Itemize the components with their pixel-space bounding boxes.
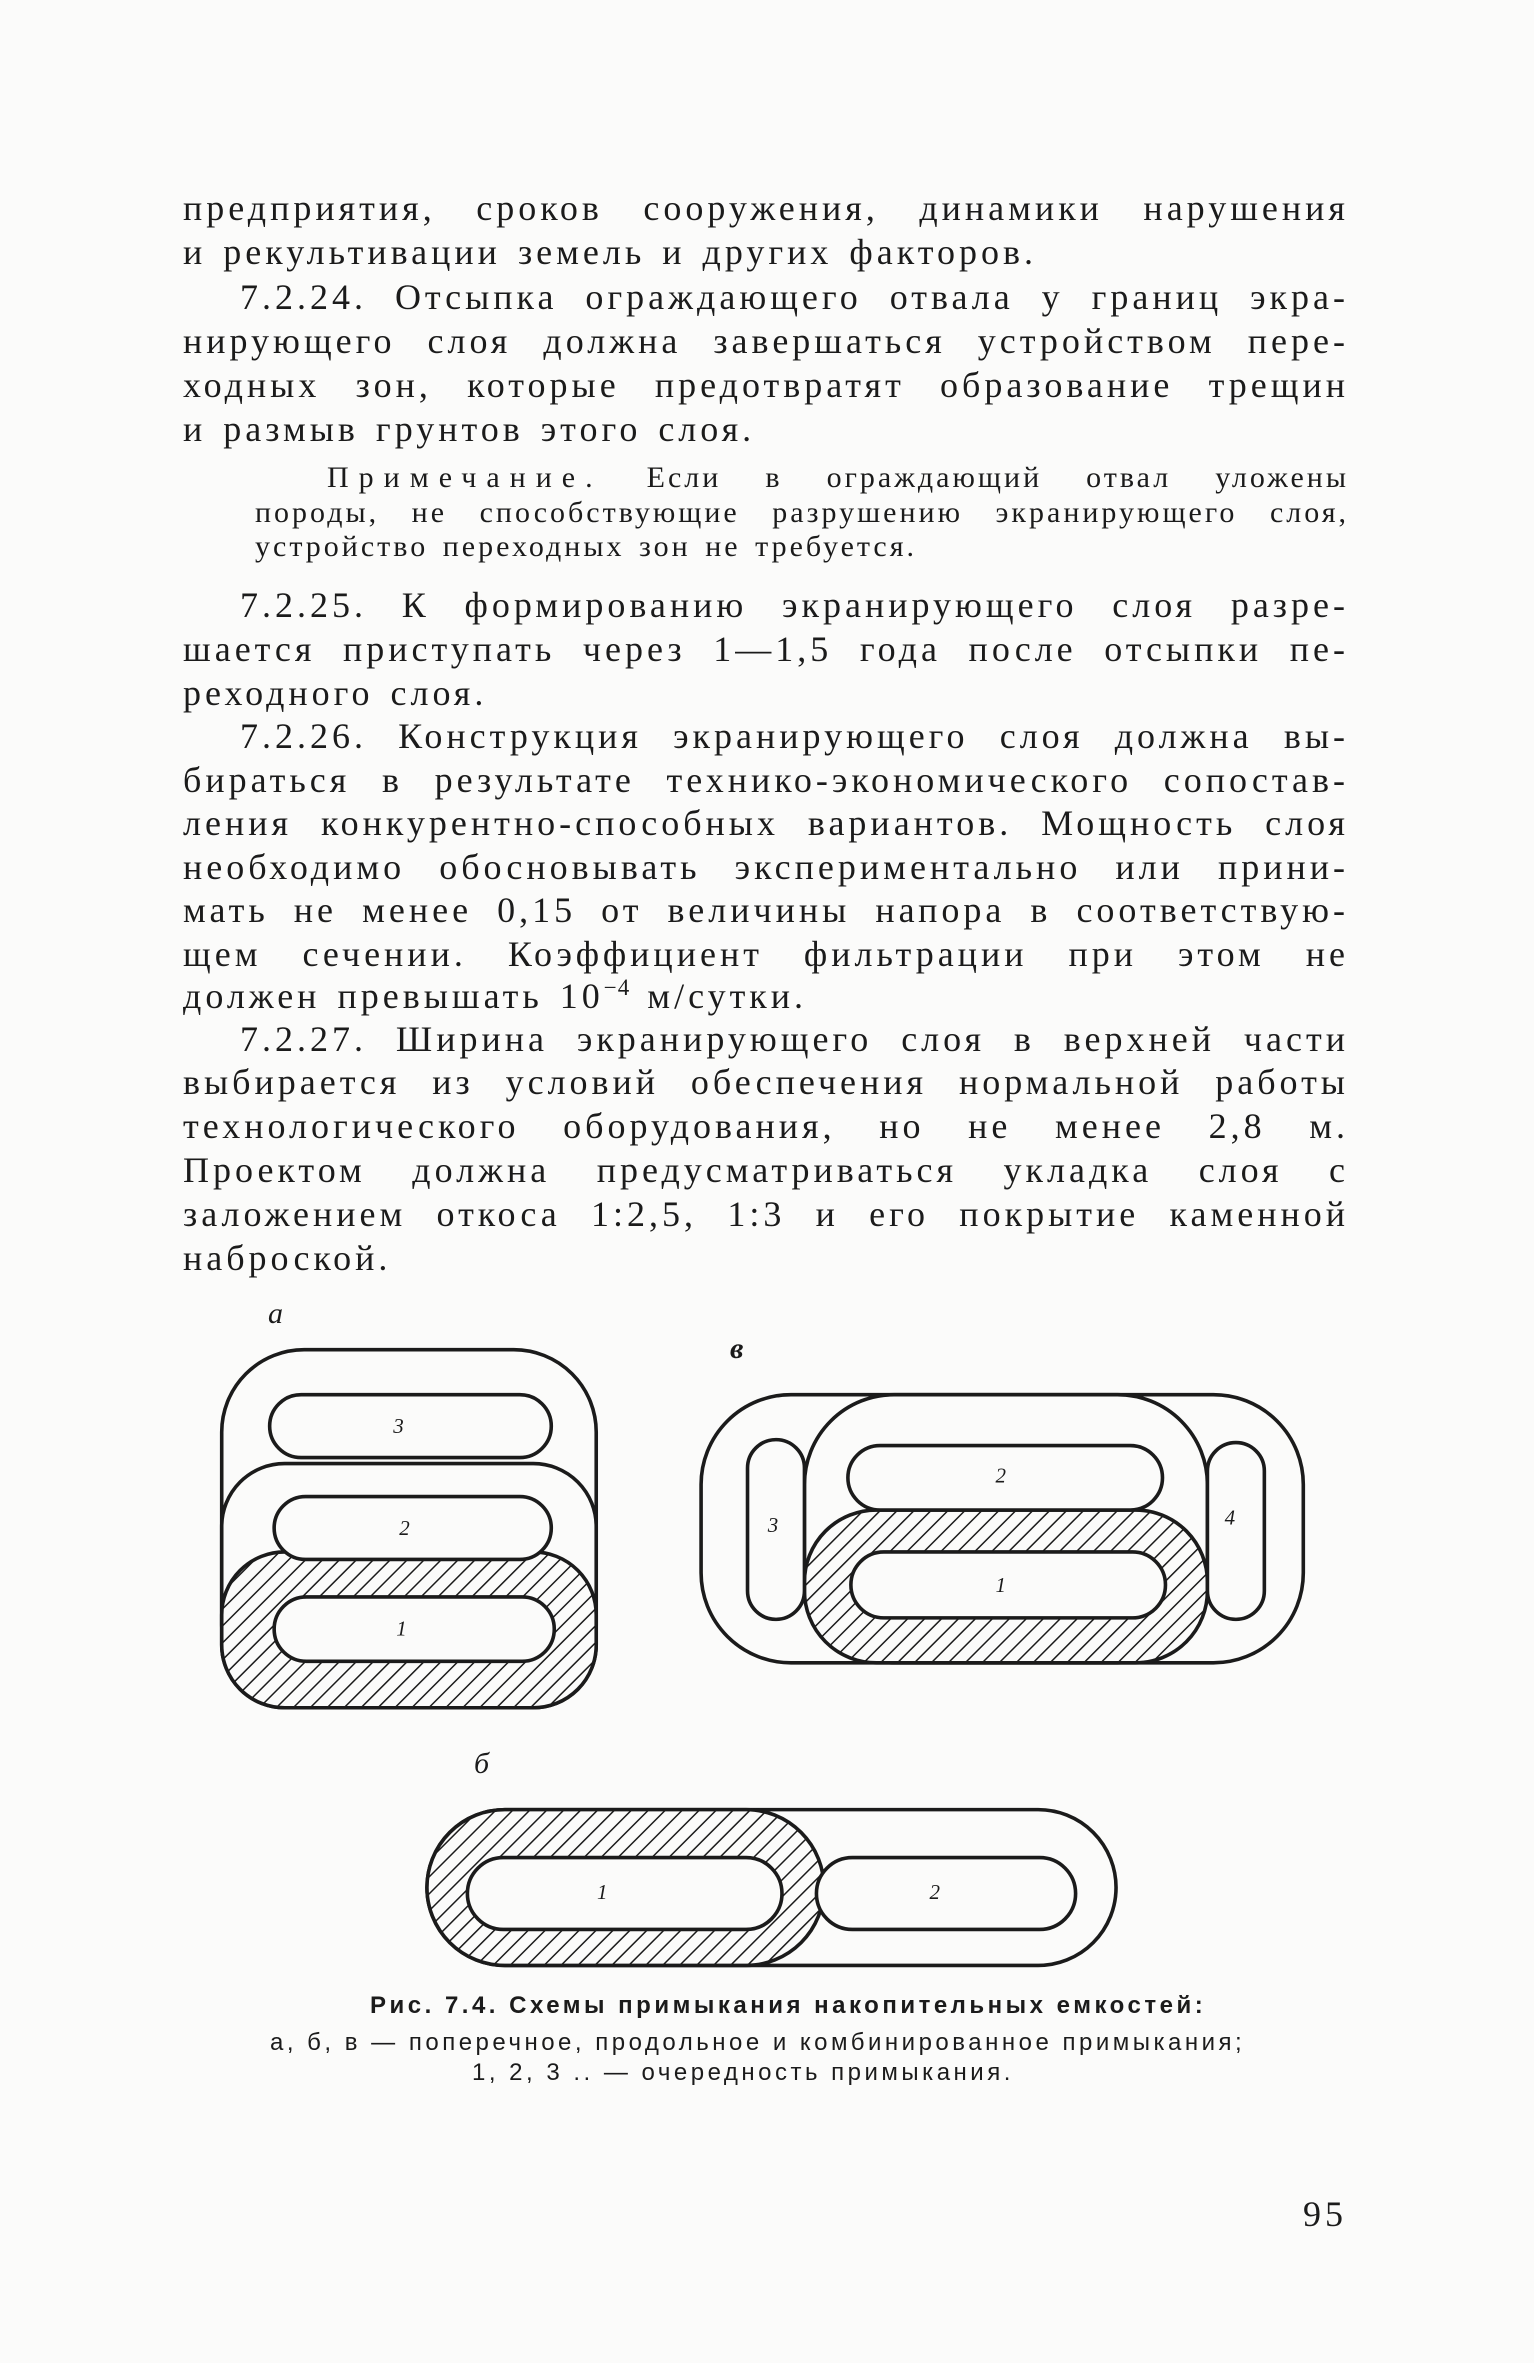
page-number: 95: [1303, 2194, 1347, 2234]
text-line: щем сечении. Коэффициент фильтрации при этом не: [183, 934, 1349, 974]
slot-number: 1: [596, 1880, 608, 1905]
text-line: ления конкурентно-способных вариантов. Мощность слоя: [183, 803, 1349, 843]
text-line: предприятия, сроков сооружения, динамики нарушения: [183, 188, 1349, 228]
note-text: Если в ограждающий отвал уложены: [646, 461, 1349, 494]
text-fragment: должен превышать 10: [183, 976, 604, 1016]
text-fragment: м/сутки.: [630, 976, 808, 1016]
diagram-v: [701, 1395, 1303, 1663]
caption-line: а, б, в — поперечное, продольное и комбинированное примыкания;: [270, 2029, 1246, 2056]
slot-middle: [274, 1497, 551, 1560]
diagram-b: [427, 1810, 1116, 1966]
text-line: заложением откоса 1:2,5, 1:3 и его покрытие каменной: [183, 1194, 1349, 1234]
slot-center-bottom: [851, 1552, 1166, 1618]
text-line: нирующего слоя должна завершаться устройством пере-: [183, 321, 1349, 361]
text-line: шается приступать через 1—1,5 года после отсыпки пе-: [183, 629, 1349, 669]
text-line: бираться в результате технико-экономического сопостав-: [183, 760, 1349, 800]
slot-right: [1207, 1443, 1264, 1620]
text-line: Проектом должна предусматриваться укладка слоя с: [183, 1150, 1349, 1190]
slot-number: 2: [399, 1515, 410, 1540]
caption-line: 1, 2, 3 .. — очередность примыкания.: [472, 2059, 1014, 2086]
note-line: устройство переходных зон не требуется.: [255, 530, 918, 563]
slot-number: 1: [396, 1616, 407, 1641]
slot-left: [467, 1858, 782, 1930]
slot-number: 3: [767, 1512, 779, 1537]
slot-top: [270, 1395, 552, 1458]
note-line: породы, не способствующие разрушению экранирующего слоя,: [255, 496, 1349, 529]
text-line: 7.2.25. К формированию экранирующего слоя разре-: [240, 585, 1349, 625]
text-line: выбирается из условий обеспечения нормальной работы: [183, 1062, 1349, 1102]
text-line: мать не менее 0,15 от величины напора в соответствую-: [183, 890, 1349, 930]
diagram-a: [222, 1350, 597, 1708]
text-line: технологического оборудования, но не менее 2,8 м.: [183, 1106, 1349, 1146]
caption-title: Рис. 7.4. Схемы примыкания накопительных емкостей:: [370, 1992, 1207, 2019]
slot-number: 3: [393, 1414, 404, 1439]
diagram-v-label: в: [730, 1332, 744, 1365]
text-line: 7.2.24. Отсыпка ограждающего отвала у границ экра-: [240, 277, 1349, 317]
slot-right: [816, 1858, 1075, 1930]
text-line: реходного слоя.: [183, 673, 488, 713]
slot-number: 2: [995, 1463, 1006, 1488]
diagram-a-label: а: [268, 1297, 283, 1330]
text-line: и размыв грунтов этого слоя.: [183, 409, 756, 449]
text-line: ходных зон, которые предотвратят образование трещин: [183, 365, 1349, 405]
slot-number: 4: [1224, 1505, 1236, 1530]
slot-number: 1: [995, 1572, 1006, 1597]
note-label: Примечание.: [327, 461, 603, 494]
text-line: 7.2.27. Ширина экранирующего слоя в верхней части: [240, 1019, 1349, 1059]
diagram-b-label: б: [474, 1747, 490, 1780]
text-line: наброской.: [183, 1238, 392, 1278]
exponent: −4: [603, 975, 631, 1000]
text-line: 7.2.26. Конструкция экранирующего слоя должна вы-: [240, 716, 1349, 756]
slot-number: 2: [929, 1880, 941, 1905]
text-line: и рекультивации земель и других факторов.: [183, 232, 1038, 272]
text-line: необходимо обосновывать экспериментально или прини-: [183, 847, 1349, 887]
slot-bottom: [274, 1597, 554, 1661]
